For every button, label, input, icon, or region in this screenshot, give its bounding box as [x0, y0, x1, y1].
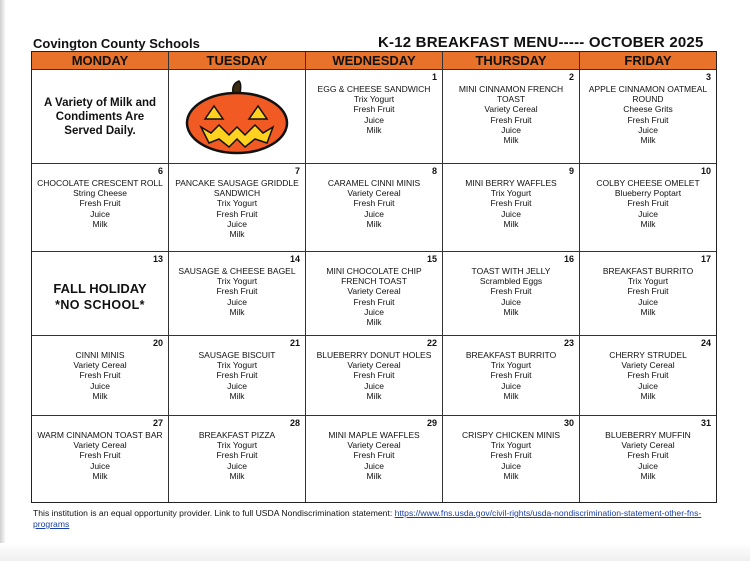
- pumpkin-cell: [169, 70, 306, 164]
- holiday-title: FALL HOLIDAY: [53, 280, 147, 296]
- menu-item: Milk: [503, 306, 519, 317]
- menu-day-14: [169, 252, 306, 336]
- menu-item: Fresh Fruit: [627, 450, 669, 461]
- menu-day-30: [443, 416, 580, 502]
- date-number: 9: [568, 166, 574, 176]
- entree: MINI CHOCOLATE CHIP FRENCH TOAST: [326, 266, 422, 287]
- menu-item: Fresh Fruit: [353, 450, 395, 461]
- menu-item: Cheese Grits: [623, 104, 673, 115]
- menu-item: Milk: [640, 306, 656, 317]
- menu-item: Fresh Fruit: [216, 286, 258, 297]
- menu-item: Milk: [92, 470, 108, 481]
- menu-item: Trix Yogurt: [216, 440, 258, 451]
- menu-item: Milk: [366, 470, 382, 481]
- day-header-monday: MONDAY: [32, 52, 169, 70]
- menu-item: String Cheese: [73, 188, 127, 199]
- date-number: 27: [152, 418, 163, 428]
- jack-o-lantern-icon: [183, 79, 291, 155]
- menu-item: Milk: [640, 390, 656, 401]
- menu-item: Variety Cereal: [621, 440, 675, 451]
- date-number: 13: [152, 254, 163, 264]
- menu-item: Juice: [364, 460, 384, 471]
- entree: EGG & CHEESE SANDWICH: [317, 84, 431, 94]
- day-header-thursday: THURSDAY: [443, 52, 580, 70]
- menu-item: Variety Cereal: [484, 104, 538, 115]
- menu-item: Variety Cereal: [347, 360, 401, 371]
- day-header-friday: FRIDAY: [580, 52, 716, 70]
- date-number: 21: [289, 338, 300, 348]
- date-number: 7: [294, 166, 300, 176]
- menu-item: Juice: [501, 208, 521, 219]
- menu-item: Milk: [229, 306, 245, 317]
- menu-item: Fresh Fruit: [79, 198, 121, 209]
- menu-item: Milk: [229, 390, 245, 401]
- menu-item: Fresh Fruit: [353, 370, 395, 381]
- menu-item: Juice: [90, 460, 110, 471]
- page-edge-shadow: [0, 0, 6, 561]
- menu-item: Fresh Fruit: [490, 286, 532, 297]
- menu-item: Juice: [638, 460, 658, 471]
- menu-item: Milk: [229, 229, 245, 240]
- page-bottom-shade: [0, 543, 750, 561]
- daily-note: A Variety of Milk and Condiments Are Served Daily.: [43, 96, 157, 137]
- menu-item: Fresh Fruit: [353, 296, 395, 307]
- menu-item: Milk: [366, 317, 382, 328]
- menu-item: Juice: [364, 114, 384, 125]
- menu-item: Fresh Fruit: [627, 286, 669, 297]
- holiday-subtitle: *NO SCHOOL*: [55, 297, 145, 312]
- menu-item: Juice: [90, 208, 110, 219]
- menu-item: Fresh Fruit: [627, 370, 669, 381]
- menu-day-6: [32, 164, 169, 252]
- menu-item: Scrambled Eggs: [479, 276, 543, 287]
- entree: COLBY CHEESE OMELET: [596, 178, 700, 188]
- menu-item: Variety Cereal: [347, 440, 401, 451]
- entree: APPLE CINNAMON OATMEAL ROUND: [588, 84, 708, 105]
- menu-item: Fresh Fruit: [490, 198, 532, 209]
- menu-item: Fresh Fruit: [490, 114, 532, 125]
- menu-item: Juice: [501, 124, 521, 135]
- menu-item: Trix Yogurt: [490, 360, 532, 371]
- nondiscrimination-footer: [33, 508, 723, 530]
- entree: SAUSAGE BISCUIT: [198, 350, 276, 360]
- menu-item: Trix Yogurt: [216, 360, 258, 371]
- menu-item: Milk: [366, 390, 382, 401]
- date-number: 24: [700, 338, 711, 348]
- menu-item: Milk: [503, 390, 519, 401]
- menu-item: Juice: [501, 296, 521, 307]
- menu-item: Milk: [92, 390, 108, 401]
- menu-day-28: [169, 416, 306, 502]
- menu-item: Fresh Fruit: [216, 450, 258, 461]
- menu-day-16: [443, 252, 580, 336]
- menu-day-9: [443, 164, 580, 252]
- menu-item: Trix Yogurt: [627, 276, 669, 287]
- menu-item: Trix Yogurt: [490, 188, 532, 199]
- date-number: 28: [289, 418, 300, 428]
- menu-day-15: [306, 252, 443, 336]
- menu-item: Fresh Fruit: [353, 104, 395, 115]
- menu-item: Fresh Fruit: [490, 370, 532, 381]
- menu-item: Milk: [366, 218, 382, 229]
- date-number: 16: [563, 254, 574, 264]
- date-number: 29: [426, 418, 437, 428]
- daily-note-cell: [32, 70, 169, 164]
- school-name: Covington County Schools: [33, 36, 200, 51]
- menu-item: Fresh Fruit: [79, 450, 121, 461]
- menu-item: Milk: [503, 470, 519, 481]
- menu-day-3: [580, 70, 716, 164]
- menu-item: Juice: [638, 208, 658, 219]
- menu-item: Variety Cereal: [73, 440, 127, 451]
- menu-day-2: [443, 70, 580, 164]
- menu-item: Trix Yogurt: [353, 94, 395, 105]
- menu-day-31: [580, 416, 716, 502]
- entree: BLUEBERRY MUFFIN: [605, 430, 691, 440]
- menu-item: Juice: [364, 380, 384, 391]
- menu-day-29: [306, 416, 443, 502]
- menu-day-8: [306, 164, 443, 252]
- menu-item: Milk: [640, 218, 656, 229]
- date-number: 10: [700, 166, 711, 176]
- menu-item: Juice: [227, 460, 247, 471]
- menu-item: Milk: [366, 124, 382, 135]
- date-number: 14: [289, 254, 300, 264]
- menu-item: Blueberry Poptart: [614, 188, 682, 199]
- day-header-tuesday: TUESDAY: [169, 52, 306, 70]
- entree: MINI MAPLE WAFFLES: [328, 430, 420, 440]
- menu-item: Variety Cereal: [347, 188, 401, 199]
- menu-day-1: [306, 70, 443, 164]
- menu-item: Juice: [364, 306, 384, 317]
- menu-item: Juice: [227, 218, 247, 229]
- date-number: 6: [157, 166, 163, 176]
- menu-item: Fresh Fruit: [216, 208, 258, 219]
- date-number: 31: [700, 418, 711, 428]
- date-number: 3: [705, 72, 711, 82]
- entree: PANCAKE SAUSAGE GRIDDLE SANDWICH: [175, 178, 299, 199]
- menu-calendar: [31, 51, 717, 503]
- day-header-wednesday: WEDNESDAY: [306, 52, 443, 70]
- menu-day-13: [32, 252, 169, 336]
- entree: TOAST WITH JELLY: [471, 266, 551, 276]
- menu-item: Juice: [638, 380, 658, 391]
- entree: CHOCOLATE CRESCENT ROLL: [37, 178, 163, 188]
- entree: MINI CINNAMON FRENCH TOAST: [458, 84, 564, 105]
- date-number: 8: [431, 166, 437, 176]
- entree: BREAKFAST BURRITO: [602, 266, 694, 276]
- menu-item: Fresh Fruit: [490, 450, 532, 461]
- menu-item: Juice: [638, 124, 658, 135]
- date-number: 15: [426, 254, 437, 264]
- menu-item: Fresh Fruit: [627, 198, 669, 209]
- entree: CINNI MINIS: [75, 350, 125, 360]
- menu-item: Variety Cereal: [621, 360, 675, 371]
- date-number: 17: [700, 254, 711, 264]
- menu-day-20: [32, 336, 169, 416]
- menu-item: Fresh Fruit: [79, 370, 121, 381]
- menu-day-22: [306, 336, 443, 416]
- menu-day-10: [580, 164, 716, 252]
- date-number: 22: [426, 338, 437, 348]
- menu-item: Milk: [92, 218, 108, 229]
- nondiscrimination-statement: This institution is an equal opportunity provider. Link to full USDA Nondiscrimination statement:: [33, 508, 393, 518]
- entree: WARM CINNAMON TOAST BAR: [37, 430, 163, 440]
- menu-item: Fresh Fruit: [353, 198, 395, 209]
- menu-item: Juice: [501, 380, 521, 391]
- nondiscrimination-link[interactable]: https://www.fns.usda.gov/civil-rights/usda-nondiscrimination-statement-other-fns-programs: [33, 508, 702, 529]
- menu-item: Juice: [364, 208, 384, 219]
- entree: BREAKFAST PIZZA: [198, 430, 276, 440]
- menu-item: Trix Yogurt: [216, 276, 258, 287]
- menu-day-21: [169, 336, 306, 416]
- menu-item: Milk: [503, 218, 519, 229]
- menu-item: Trix Yogurt: [490, 440, 532, 451]
- date-number: 23: [563, 338, 574, 348]
- entree: CRISPY CHICKEN MINIS: [461, 430, 561, 440]
- menu-item: Juice: [227, 296, 247, 307]
- menu-item: Milk: [640, 470, 656, 481]
- entree: SAUSAGE & CHEESE BAGEL: [178, 266, 296, 276]
- date-number: 2: [568, 72, 574, 82]
- entree: CHERRY STRUDEL: [609, 350, 687, 360]
- menu-day-23: [443, 336, 580, 416]
- menu-day-27: [32, 416, 169, 502]
- menu-item: Variety Cereal: [73, 360, 127, 371]
- entree: BLUEBERRY DONUT HOLES: [316, 350, 432, 360]
- menu-item: Variety Cereal: [347, 286, 401, 297]
- menu-item: Milk: [229, 470, 245, 481]
- menu-item: Milk: [503, 135, 519, 146]
- menu-day-17: [580, 252, 716, 336]
- date-number: 30: [563, 418, 574, 428]
- menu-item: Juice: [90, 380, 110, 391]
- menu-day-7: [169, 164, 306, 252]
- menu-title: K-12 BREAKFAST MENU----- OCTOBER 2025: [378, 34, 704, 51]
- menu-item: Juice: [638, 296, 658, 307]
- menu-day-24: [580, 336, 716, 416]
- entree: BREAKFAST BURRITO: [465, 350, 557, 360]
- menu-item: Fresh Fruit: [627, 114, 669, 125]
- date-number: 20: [152, 338, 163, 348]
- menu-item: Juice: [227, 380, 247, 391]
- date-number: 1: [431, 72, 437, 82]
- menu-item: Juice: [501, 460, 521, 471]
- entree: CARAMEL CINNI MINIS: [327, 178, 421, 188]
- menu-item: Trix Yogurt: [216, 198, 258, 209]
- entree: MINI BERRY WAFFLES: [465, 178, 557, 188]
- menu-item: Fresh Fruit: [216, 370, 258, 381]
- menu-item: Milk: [640, 135, 656, 146]
